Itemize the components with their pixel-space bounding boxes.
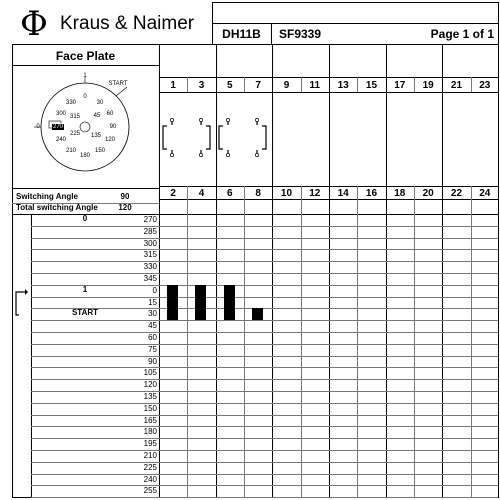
- terminal-bottom-20: 20: [422, 188, 434, 199]
- terminal-top-23: 23: [479, 80, 491, 91]
- dial-num: 45: [93, 113, 101, 119]
- angle-105: 105: [143, 368, 157, 377]
- angle-315: 315: [143, 250, 157, 259]
- angle-135: 135: [143, 392, 157, 401]
- model-number: DH11B: [222, 27, 261, 41]
- angle-330: 330: [143, 262, 157, 271]
- dial-num: 0: [83, 94, 87, 100]
- angle-120: 120: [143, 380, 157, 389]
- dial-label-start: START: [108, 81, 128, 87]
- start-arrow-icon: [14, 286, 28, 318]
- angle-285: 285: [143, 227, 157, 236]
- angle-255: 255: [143, 486, 157, 495]
- angle-45: 45: [148, 321, 157, 330]
- terminal-bottom-8: 8: [255, 188, 261, 199]
- face-plate-title: Face Plate: [55, 49, 116, 63]
- dial-label-0: 0: [36, 124, 40, 130]
- contact-closed-5-6: [224, 308, 235, 320]
- switching-angle-value: 90: [120, 192, 130, 201]
- contact-closed-1-2: [167, 285, 178, 297]
- contact-closed-7-8: [252, 308, 263, 320]
- angle-345: 345: [143, 274, 157, 283]
- angle-210: 210: [143, 451, 157, 460]
- terminal-top-11: 11: [309, 80, 321, 91]
- angle-90: 90: [148, 357, 157, 366]
- contact-closed-3-4: [195, 308, 206, 320]
- dial-num: 270: [52, 124, 64, 130]
- contact-closed-1-2: [167, 308, 178, 320]
- terminal-bottom-18: 18: [394, 188, 406, 199]
- terminal-bottom-10: 10: [280, 188, 293, 199]
- dial-num: 60: [106, 111, 114, 117]
- dial-num: 135: [90, 133, 102, 139]
- switching-angle-label: Switching Angle: [16, 192, 78, 201]
- angle-15: 15: [148, 298, 157, 307]
- angle-225: 225: [143, 463, 157, 472]
- dial-num: 300: [55, 111, 67, 117]
- total-angle-label: Total switching Angle: [16, 203, 98, 212]
- angle-300: 300: [143, 239, 157, 248]
- dial-num: 225: [69, 131, 81, 137]
- total-angle-value: 120: [118, 203, 132, 212]
- terminal-bottom-14: 14: [337, 188, 349, 199]
- terminal-top-9: 9: [283, 80, 290, 91]
- terminal-bottom-24: 24: [479, 188, 491, 199]
- angle-195: 195: [143, 439, 157, 448]
- angle-30: 30: [148, 309, 157, 318]
- terminal-top-19: 19: [422, 80, 434, 91]
- position-label: 1: [82, 285, 88, 294]
- terminal-top-17: 17: [394, 80, 406, 91]
- dial-num: 150: [94, 148, 106, 154]
- angle-60: 60: [148, 333, 157, 342]
- angle-165: 165: [143, 416, 157, 425]
- position-label: 0: [82, 214, 88, 223]
- dial-num: 240: [55, 137, 67, 143]
- angle-180: 180: [143, 427, 157, 436]
- angle-0: 0: [152, 286, 157, 295]
- selector-dial: [12, 65, 159, 187]
- angle-75: 75: [148, 345, 157, 354]
- contact-diagram: [159, 92, 499, 186]
- angle-270: 270: [143, 215, 157, 224]
- drawing-number: SF9339: [279, 27, 322, 41]
- contact-closed-5-6: [224, 285, 235, 297]
- terminal-top-5: 5: [227, 80, 233, 91]
- dial-num: 30: [96, 100, 104, 106]
- terminal-bottom-16: 16: [365, 188, 378, 199]
- terminal-bottom-4: 4: [198, 188, 205, 199]
- dial-num: 120: [104, 137, 116, 143]
- angle-240: 240: [143, 475, 157, 484]
- dial-num: 90: [109, 124, 117, 130]
- terminal-bottom-12: 12: [309, 188, 321, 199]
- terminal-top-21: 21: [450, 80, 463, 91]
- logo-icon: Φ: [20, 4, 48, 44]
- terminal-bottom-2: 2: [170, 188, 176, 199]
- dial-num: 315: [69, 114, 81, 120]
- position-label: START: [71, 308, 99, 317]
- dial-num: 330: [65, 100, 77, 106]
- terminal-top-3: 3: [198, 80, 205, 91]
- terminal-bottom-6: 6: [227, 188, 233, 199]
- terminal-bottom-22: 22: [450, 188, 463, 199]
- terminal-top-1: 1: [170, 80, 176, 91]
- terminal-top-15: 15: [365, 80, 378, 91]
- dial-num: 210: [65, 148, 77, 154]
- terminal-top-7: 7: [255, 80, 261, 91]
- dial-num: 180: [79, 153, 91, 159]
- angle-150: 150: [143, 404, 157, 413]
- brand-name: Kraus & Naimer: [60, 13, 195, 34]
- dial-label-1: 1: [83, 73, 87, 79]
- terminal-top-13: 13: [337, 80, 349, 91]
- contact-closed-3-4: [195, 285, 206, 297]
- page-label: Page 1 of 1: [430, 27, 494, 41]
